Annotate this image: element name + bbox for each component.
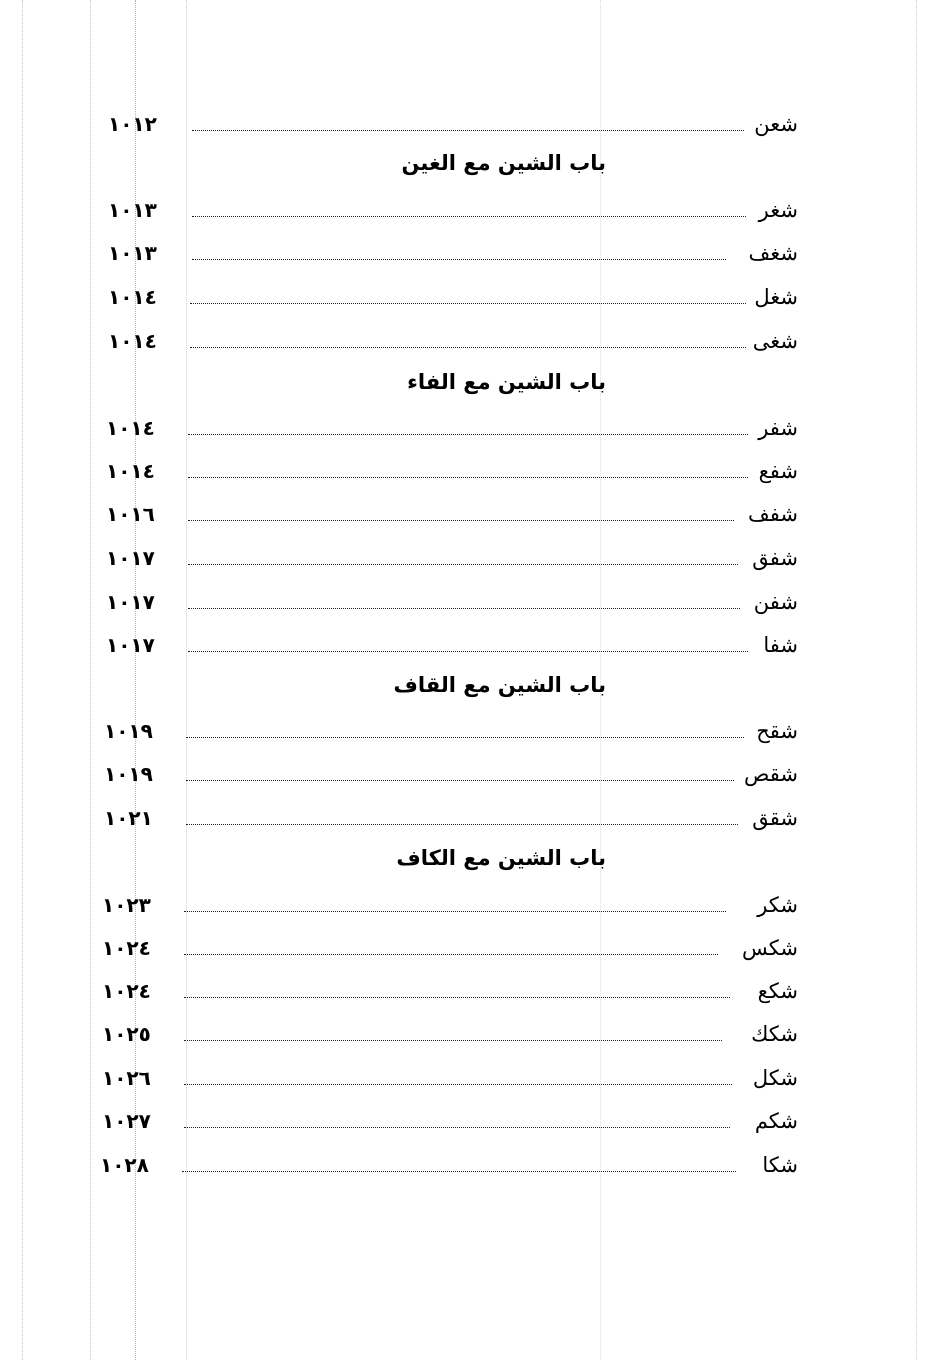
dotted-leader	[184, 1084, 732, 1085]
entry-page-number: ١٠٢٦	[102, 1066, 151, 1090]
entry-word: شكر	[757, 893, 798, 917]
dotted-leader	[192, 259, 726, 260]
entry-page-number: ١٠٢٨	[100, 1153, 149, 1177]
entry-word: شفع	[758, 459, 798, 483]
index-entry	[0, 803, 944, 837]
index-entry	[0, 282, 944, 316]
index-entry	[0, 716, 944, 750]
section-heading-text: باب الشين مع الفاء	[407, 370, 606, 394]
dotted-leader	[184, 997, 730, 998]
entry-page-number: ١٠١٦	[106, 502, 155, 526]
dotted-leader	[184, 911, 726, 912]
entry-word: شغى	[752, 329, 798, 353]
section-heading	[0, 668, 944, 706]
entry-word: شغر	[758, 198, 798, 222]
entry-word: شقح	[756, 719, 798, 743]
entry-page-number: ١٠٢١	[104, 806, 153, 830]
section-heading	[0, 841, 944, 879]
dotted-leader	[184, 954, 718, 955]
entry-page-number: ١٠١٤	[108, 329, 157, 353]
index-entry	[0, 195, 944, 229]
entry-page-number: ١٠١٩	[104, 719, 153, 743]
index-entry	[0, 890, 944, 924]
dotted-leader	[186, 824, 738, 825]
section-heading	[0, 146, 944, 184]
entry-page-number: ١٠١٧	[106, 546, 155, 570]
dotted-leader	[190, 347, 746, 348]
dotted-leader	[188, 434, 748, 435]
entry-word: شكس	[742, 936, 798, 960]
section-heading-text: باب الشين مع الكاف	[396, 846, 606, 870]
dotted-leader	[192, 130, 744, 131]
entry-page-number: ١٠٢٥	[102, 1022, 151, 1046]
section-heading-text: باب الشين مع القاف	[393, 673, 606, 697]
entry-word: شفر	[758, 416, 798, 440]
entry-word: شكل	[752, 1066, 798, 1090]
entry-word: شفا	[763, 633, 798, 657]
dotted-leader	[184, 1040, 722, 1041]
entry-word: شكك	[751, 1022, 798, 1046]
entry-page-number: ١٠٢٣	[102, 893, 151, 917]
entry-page-number: ١٠١٤	[106, 416, 155, 440]
index-entry	[0, 587, 944, 621]
entry-word: شغل	[754, 285, 798, 309]
dotted-leader	[188, 608, 740, 609]
dotted-leader	[184, 1127, 730, 1128]
index-entry	[0, 1019, 944, 1053]
index-entry	[0, 1150, 944, 1184]
index-entry	[0, 326, 944, 360]
entry-page-number: ١٠١٩	[104, 762, 153, 786]
dotted-leader	[186, 780, 734, 781]
entry-word: شفق	[752, 546, 798, 570]
section-heading	[0, 365, 944, 403]
dotted-leader	[188, 477, 748, 478]
entry-page-number: ١٠١٤	[106, 459, 155, 483]
entry-page-number: ١٠٢٤	[102, 979, 151, 1003]
entry-word: شعن	[754, 112, 798, 136]
index-entry	[0, 1063, 944, 1097]
entry-word: شكع	[757, 979, 798, 1003]
index-entry	[0, 1106, 944, 1140]
index-entry	[0, 759, 944, 793]
index-entry	[0, 933, 944, 967]
entry-word: شفن	[753, 590, 798, 614]
dotted-leader	[182, 1171, 736, 1172]
dotted-leader	[188, 520, 734, 521]
entry-word: شقص	[744, 762, 798, 786]
index-entry	[0, 456, 944, 490]
entry-page-number: ١٠١٣	[108, 241, 157, 265]
dotted-leader	[188, 651, 748, 652]
entry-page-number: ١٠١٣	[108, 198, 157, 222]
entry-page-number: ١٠٢٧	[102, 1109, 151, 1133]
section-heading-text: باب الشين مع الغين	[401, 151, 606, 175]
entry-word: شكم	[754, 1109, 798, 1133]
entry-page-number: ١٠١٤	[108, 285, 157, 309]
entry-page-number: ١٠١٧	[106, 633, 155, 657]
dotted-leader	[192, 216, 746, 217]
entry-page-number: ١٠١٢	[108, 112, 157, 136]
index-entry	[0, 238, 944, 272]
entry-page-number: ١٠٢٤	[102, 936, 151, 960]
dotted-leader	[186, 737, 744, 738]
index-entry	[0, 630, 944, 664]
index-entry	[0, 499, 944, 533]
index-entry	[0, 413, 944, 447]
index-entry	[0, 976, 944, 1010]
entry-word: شكا	[762, 1153, 798, 1177]
index-entry	[0, 543, 944, 577]
entry-word: شقق	[752, 806, 798, 830]
entry-word: شفف	[748, 502, 798, 526]
dotted-leader	[188, 564, 738, 565]
entry-page-number: ١٠١٧	[106, 590, 155, 614]
dotted-leader	[190, 303, 746, 304]
entry-word: شغف	[748, 241, 798, 265]
index-entry	[0, 109, 944, 143]
